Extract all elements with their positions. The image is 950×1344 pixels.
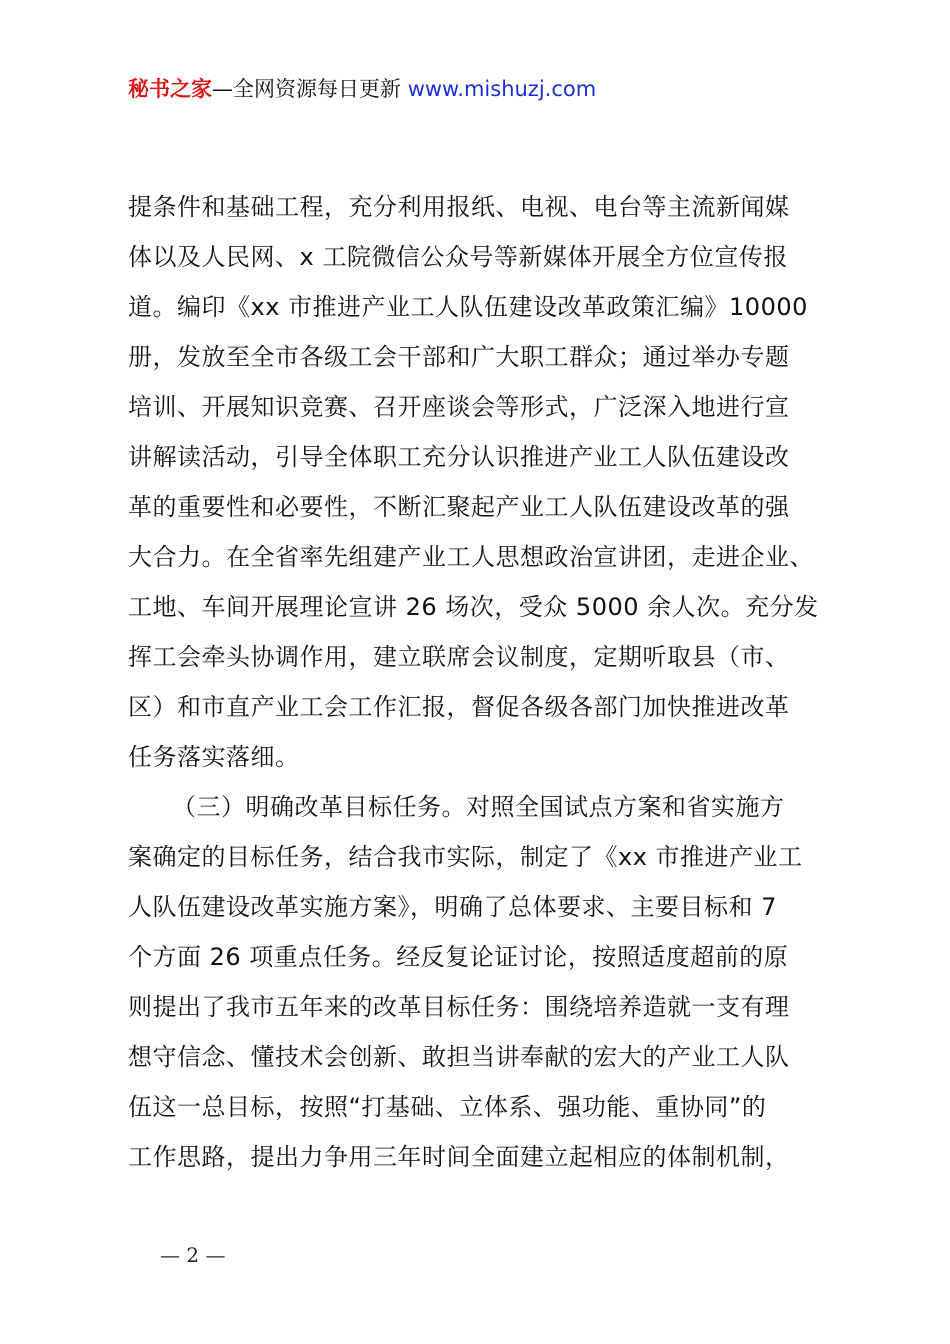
text-line: 大合力。在全省率先组建产业工人思想政治宣讲团，走进企业、: [128, 543, 814, 571]
text-line: 道。编印《xx 市推进产业工人队伍建设改革政策汇编》10000: [128, 293, 808, 321]
brand-name: 秘书之家: [128, 77, 212, 101]
text-line: 工作思路，提出力争用三年时间全面建立起相应的体制机制，: [128, 1143, 790, 1171]
text-line: 区）和市直产业工会工作汇报，督促各级各部门加快推进改革: [128, 693, 790, 721]
text-line: 想守信念、懂技术会创新、敢担当讲奉献的宏大的产业工人队: [128, 1043, 790, 1071]
text-line: 革的重要性和必要性，不断汇聚起产业工人队伍建设改革的强: [128, 493, 790, 521]
text-line: 挥工会牵头协调作用，建立联席会议制度，定期听取县（市、: [128, 643, 790, 671]
page-number: — 2 —: [160, 1243, 226, 1267]
header-url-link[interactable]: www.mishuzj.com: [407, 77, 597, 101]
text-line: 任务落实落细。: [128, 743, 300, 771]
text-line: 则提出了我市五年来的改革目标任务：围绕培养造就一支有理: [128, 993, 790, 1021]
text-line: 工地、车间开展理论宣讲 26 场次，受众 5000 余人次。充分发: [128, 593, 819, 621]
text-line: 册，发放至全市各级工会干部和广大职工群众；通过举办专题: [128, 343, 790, 371]
header-tagline: —全网资源每日更新: [212, 77, 401, 101]
text-line: 案确定的目标任务，结合我市实际，制定了《xx 市推进产业工: [128, 843, 803, 871]
page-header: [128, 74, 596, 104]
text-line: 讲解读活动，引导全体职工充分认识推进产业工人队伍建设改: [128, 443, 790, 471]
text-line: 人队伍建设改革实施方案》，明确了总体要求、主要目标和 7: [128, 893, 777, 921]
body-text: [128, 182, 828, 1182]
text-line: 伍这一总目标，按照“打基础、立体系、强功能、重协同”的: [128, 1093, 767, 1121]
section-heading-line: （三）明确改革目标任务。对照全国试点方案和省实施方: [172, 793, 785, 821]
text-line: 提条件和基础工程，充分利用报纸、电视、电台等主流新闻媒: [128, 193, 790, 221]
text-line: 培训、开展知识竞赛、召开座谈会等形式，广泛深入地进行宣: [128, 393, 790, 421]
text-line: 体以及人民网、x 工院微信公众号等新媒体开展全方位宣传报: [128, 243, 788, 271]
text-line: 个方面 26 项重点任务。经反复论证讨论，按照适度超前的原: [128, 943, 789, 971]
